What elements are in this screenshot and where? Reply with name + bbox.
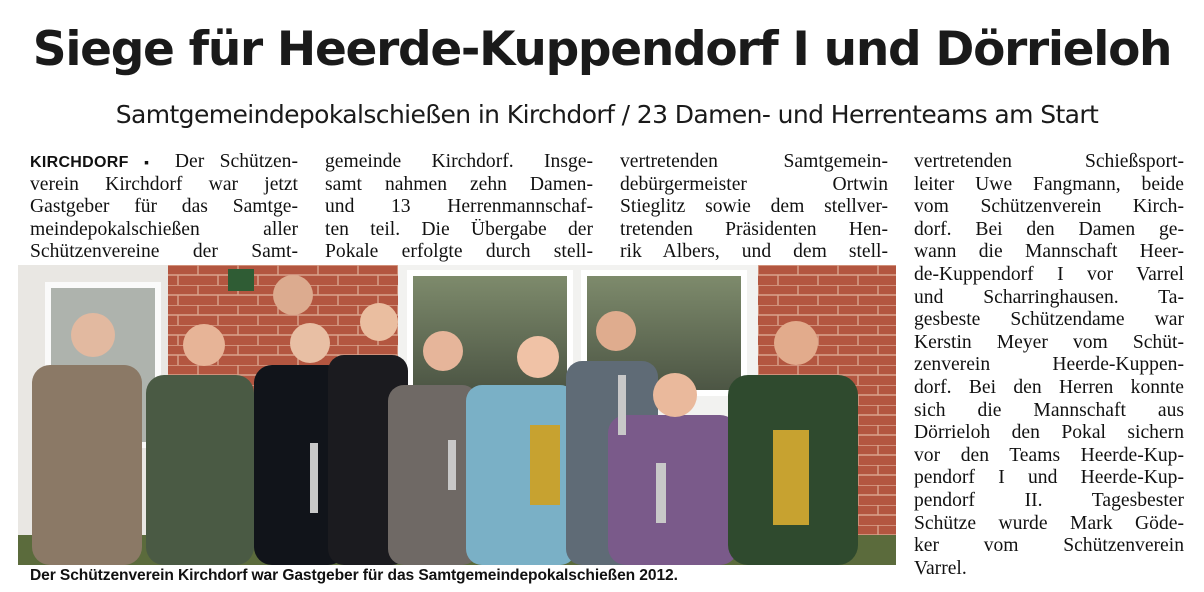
column-line: und Scharringhausen. Ta-: [914, 286, 1184, 308]
headline: Siege für Heerde-Kuppendorf I und Dörrieloh: [32, 22, 1172, 77]
column-line: dorf. Bei den Herren konnte: [914, 376, 1184, 398]
column-line: samt nahmen zehn Damen-: [325, 173, 593, 195]
column-line: Gastgeber für das Samtge-: [30, 196, 298, 218]
group-photo: [18, 265, 896, 565]
column-line: und 13 Herrenmannschaf-: [325, 196, 593, 218]
column-line: vertretenden Samtgemein-: [620, 151, 888, 172]
article-column-1: [30, 151, 298, 264]
column-line: vertretenden Schießsport-: [914, 151, 1184, 172]
column-line: leiter Uwe Fangmann, beide: [914, 173, 1184, 195]
column-line: Pokale erfolgte durch stell-: [325, 241, 593, 263]
column-line: zenverein Heerde-Kuppen-: [914, 354, 1184, 376]
column-line: [30, 151, 298, 174]
column-line: vor den Teams Heerde-Kup-: [914, 444, 1184, 466]
column-line: gesbeste Schützendame war: [914, 309, 1184, 331]
column-line: sich die Mannschaft aus: [914, 399, 1184, 421]
column-line: debürgermeister Ortwin: [620, 173, 888, 195]
column-line: tretenden Präsidenten Hen-: [620, 218, 888, 240]
column-line: dorf. Bei den Damen ge-: [914, 218, 1184, 240]
column-line: de-Kuppendorf I vor Varrel: [914, 263, 1184, 285]
column-line: Stieglitz sowie dem stellver-: [620, 196, 888, 218]
column-line: pendorf II. Tagesbester: [914, 489, 1184, 511]
column-line: Schützenvereine der Samt-: [30, 241, 298, 263]
column-line: ker vom Schützenverein: [914, 535, 1184, 557]
column-line: Kerstin Meyer vom Schüt-: [914, 331, 1184, 353]
column-line: vom Schützenverein Kirch-: [914, 196, 1184, 218]
column-line: rik Albers, und dem stell-: [620, 241, 888, 263]
dateline: KIRCHDORF: [30, 154, 129, 171]
column-line: ten teil. Die Übergabe der: [325, 218, 593, 240]
article-column-2: [325, 151, 593, 264]
column-line: gemeinde Kirchdorf. Insge-: [325, 151, 593, 172]
column-line: verein Kirchdorf war jetzt: [30, 173, 298, 195]
column-line: wann die Mannschaft Heer-: [914, 241, 1184, 263]
article-column-3: [620, 151, 888, 264]
column-line: meindepokalschießen aller: [30, 218, 298, 240]
column-line: Varrel.: [914, 557, 967, 579]
column-line: Schütze wurde Mark Göde-: [914, 512, 1184, 534]
photo-caption: Der Schützenverein Kirchdorf war Gastgeber für das Samtgemeindepokalschießen 2012.: [30, 567, 678, 584]
article-column-4: [914, 151, 1184, 580]
column-line: Dörrieloh den Pokal sichern: [914, 422, 1184, 444]
dateline-bullet: ▪: [144, 154, 160, 170]
subheadline: Samtgemeindepokalschießen in Kirchdorf / 23 Damen- und Herrenteams am Start: [115, 100, 1099, 129]
column-line: pendorf I und Heerde-Kup-: [914, 467, 1184, 489]
group-photo-illustration: [18, 265, 896, 565]
line-text: Der Schützen-: [174, 151, 298, 172]
